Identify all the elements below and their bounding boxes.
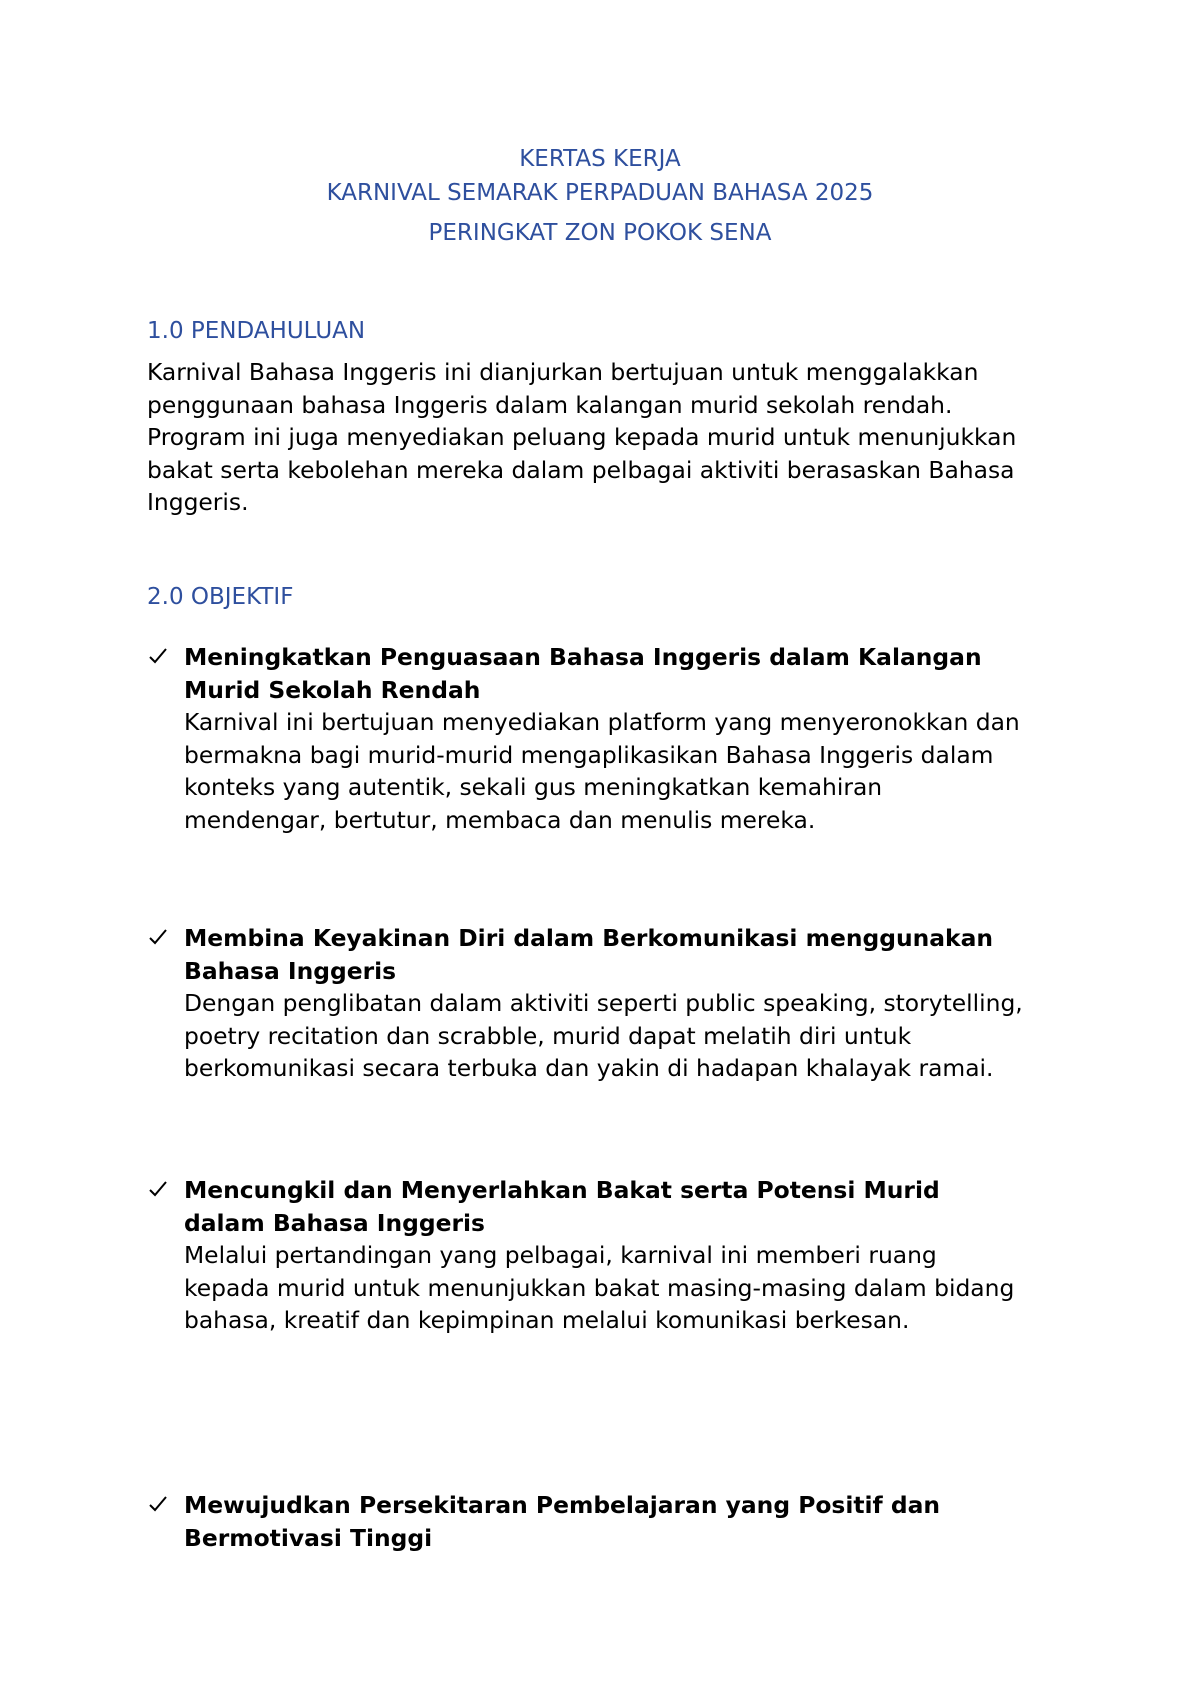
checkmark-icon — [147, 926, 169, 948]
objective-title-line: Bahasa Inggeris — [184, 956, 397, 985]
objective-title-line: Murid Sekolah Rendah — [184, 675, 481, 704]
checkmark-icon — [147, 1493, 169, 1515]
intro-line: Program ini juga menyediakan peluang kepada murid untuk menunjukkan — [147, 423, 1017, 451]
objective-title-line: Bermotivasi Tinggi — [184, 1523, 433, 1552]
document-title: KERTAS KERJA — [519, 146, 681, 172]
intro-line: penggunaan bahasa Inggeris dalam kalangan murid sekolah rendah. — [147, 390, 953, 419]
section-heading-objektif: 2.0 OBJEKTIF — [147, 584, 294, 610]
intro-line: Karnival Bahasa Inggeris ini dianjurkan bertujuan untuk menggalakkan — [147, 358, 979, 386]
objective-desc-line: poetry recitation dan scrabble, murid dapat melatih diri untuk — [184, 1021, 912, 1050]
checkmark-icon — [147, 1178, 169, 1200]
objective-desc-line: bermakna bagi murid-murid mengaplikasikan Bahasa Inggeris dalam — [184, 740, 994, 769]
objective-title — [184, 922, 1077, 987]
event-title: KARNIVAL SEMARAK PERPADUAN BAHASA 2025 — [326, 180, 874, 206]
objective-desc-line: Melalui pertandingan yang pelbagai, karnival ini memberi ruang — [184, 1241, 937, 1269]
objective-description — [184, 1239, 1077, 1337]
objective-item — [147, 1174, 1077, 1337]
objective-title — [184, 1174, 1077, 1239]
objective-desc-line: konteks yang autentik, sekali gus meningkatkan kemahiran — [184, 773, 883, 801]
objective-description — [184, 987, 1077, 1085]
event-level: PERINGKAT ZON POKOK SENA — [428, 220, 772, 246]
section-heading-pendahuluan: 1.0 PENDAHULUAN — [147, 318, 366, 344]
objective-desc-line: bahasa, kreatif dan kepimpinan melalui komunikasi berkesan. — [184, 1306, 910, 1334]
objective-title — [184, 641, 1077, 706]
intro-paragraph — [147, 356, 1077, 519]
objective-item — [147, 922, 1077, 1085]
objective-desc-line: Dengan penglibatan dalam aktiviti seperti public speaking, storytelling, — [184, 989, 1023, 1017]
objective-item — [147, 641, 1077, 836]
intro-line: Inggeris. — [147, 488, 249, 516]
objective-title — [184, 1489, 1077, 1554]
objective-title-line: Mencungkil dan Menyerlahkan Bakat serta Potensi Murid — [184, 1176, 940, 1204]
checkmark-icon — [147, 645, 169, 667]
objective-desc-line: Karnival ini bertujuan menyediakan platform yang menyeronokkan dan — [184, 708, 1020, 736]
objective-item — [147, 1489, 1077, 1554]
objective-description — [184, 706, 1077, 836]
objective-desc-line: kepada murid untuk menunjukkan bakat masing-masing dalam bidang — [184, 1273, 1015, 1302]
intro-line: bakat serta kebolehan mereka dalam pelbagai aktiviti berasaskan Bahasa — [147, 455, 1015, 484]
objective-title-line: Membina Keyakinan Diri dalam Berkomunikasi menggunakan — [184, 924, 994, 952]
objective-title-line: Mewujudkan Persekitaran Pembelajaran yang Positif dan — [184, 1491, 941, 1519]
objective-title-line: dalam Bahasa Inggeris — [184, 1208, 485, 1237]
objective-desc-line: berkomunikasi secara terbuka dan yakin di hadapan khalayak ramai. — [184, 1054, 994, 1082]
objective-title-line: Meningkatkan Penguasaan Bahasa Inggeris dalam Kalangan — [184, 643, 982, 671]
objective-desc-line: mendengar, bertutur, membaca dan menulis mereka. — [184, 805, 816, 834]
